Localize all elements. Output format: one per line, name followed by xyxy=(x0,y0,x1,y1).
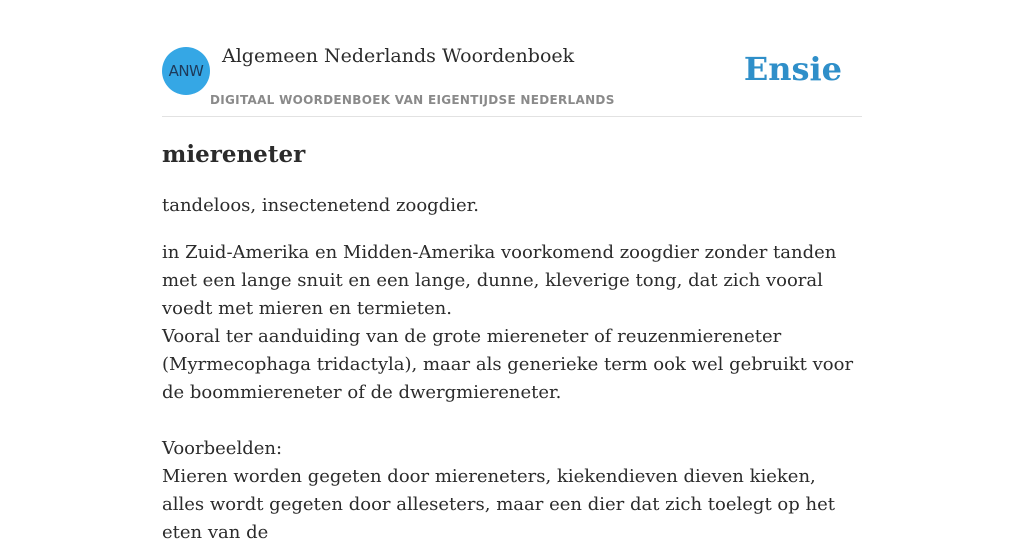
anw-logo[interactable] xyxy=(162,47,210,95)
page xyxy=(162,0,862,543)
dictionary-title[interactable]: Algemeen Nederlands Woordenboek xyxy=(222,45,575,67)
short-definition: tandeloos, insectenetend zoogdier. xyxy=(162,195,479,216)
examples-label: Voorbeelden: xyxy=(162,438,283,459)
long-definition xyxy=(162,239,862,547)
dictionary-subtitle: DIGITAAL WOORDENBOEK VAN EIGENTIJDSE NEDERLANDS xyxy=(210,93,615,107)
example-sentence-1: Mieren worden gegeten door miereneters, kiekendieven dieven kieken, alles wordt gegeten door alleseters, maar een dier dat zich toelegt op het eten van de xyxy=(162,466,835,543)
entry-headword: miereneter xyxy=(162,141,306,168)
ensie-brand-link[interactable]: Ensie xyxy=(743,50,842,88)
logo-text: ANW xyxy=(168,62,204,80)
paragraph-spacer xyxy=(162,407,862,435)
entry-content xyxy=(162,140,862,547)
definition-paragraph-1: in Zuid-Amerika en Midden-Amerika voorkomend zoogdier zonder tanden met een lange snuit en een lange, dunne, kleverige tong, dat zich vooral voedt met mieren en termieten. xyxy=(162,242,837,319)
site-header xyxy=(162,0,862,117)
definition-paragraph-2: Vooral ter aanduiding van de grote miereneter of reuzenmiereneter (Myrmecophaga tridactyla), maar als generieke term ook wel gebruikt voor de boommiereneter of de dwergmiereneter. xyxy=(162,326,854,403)
